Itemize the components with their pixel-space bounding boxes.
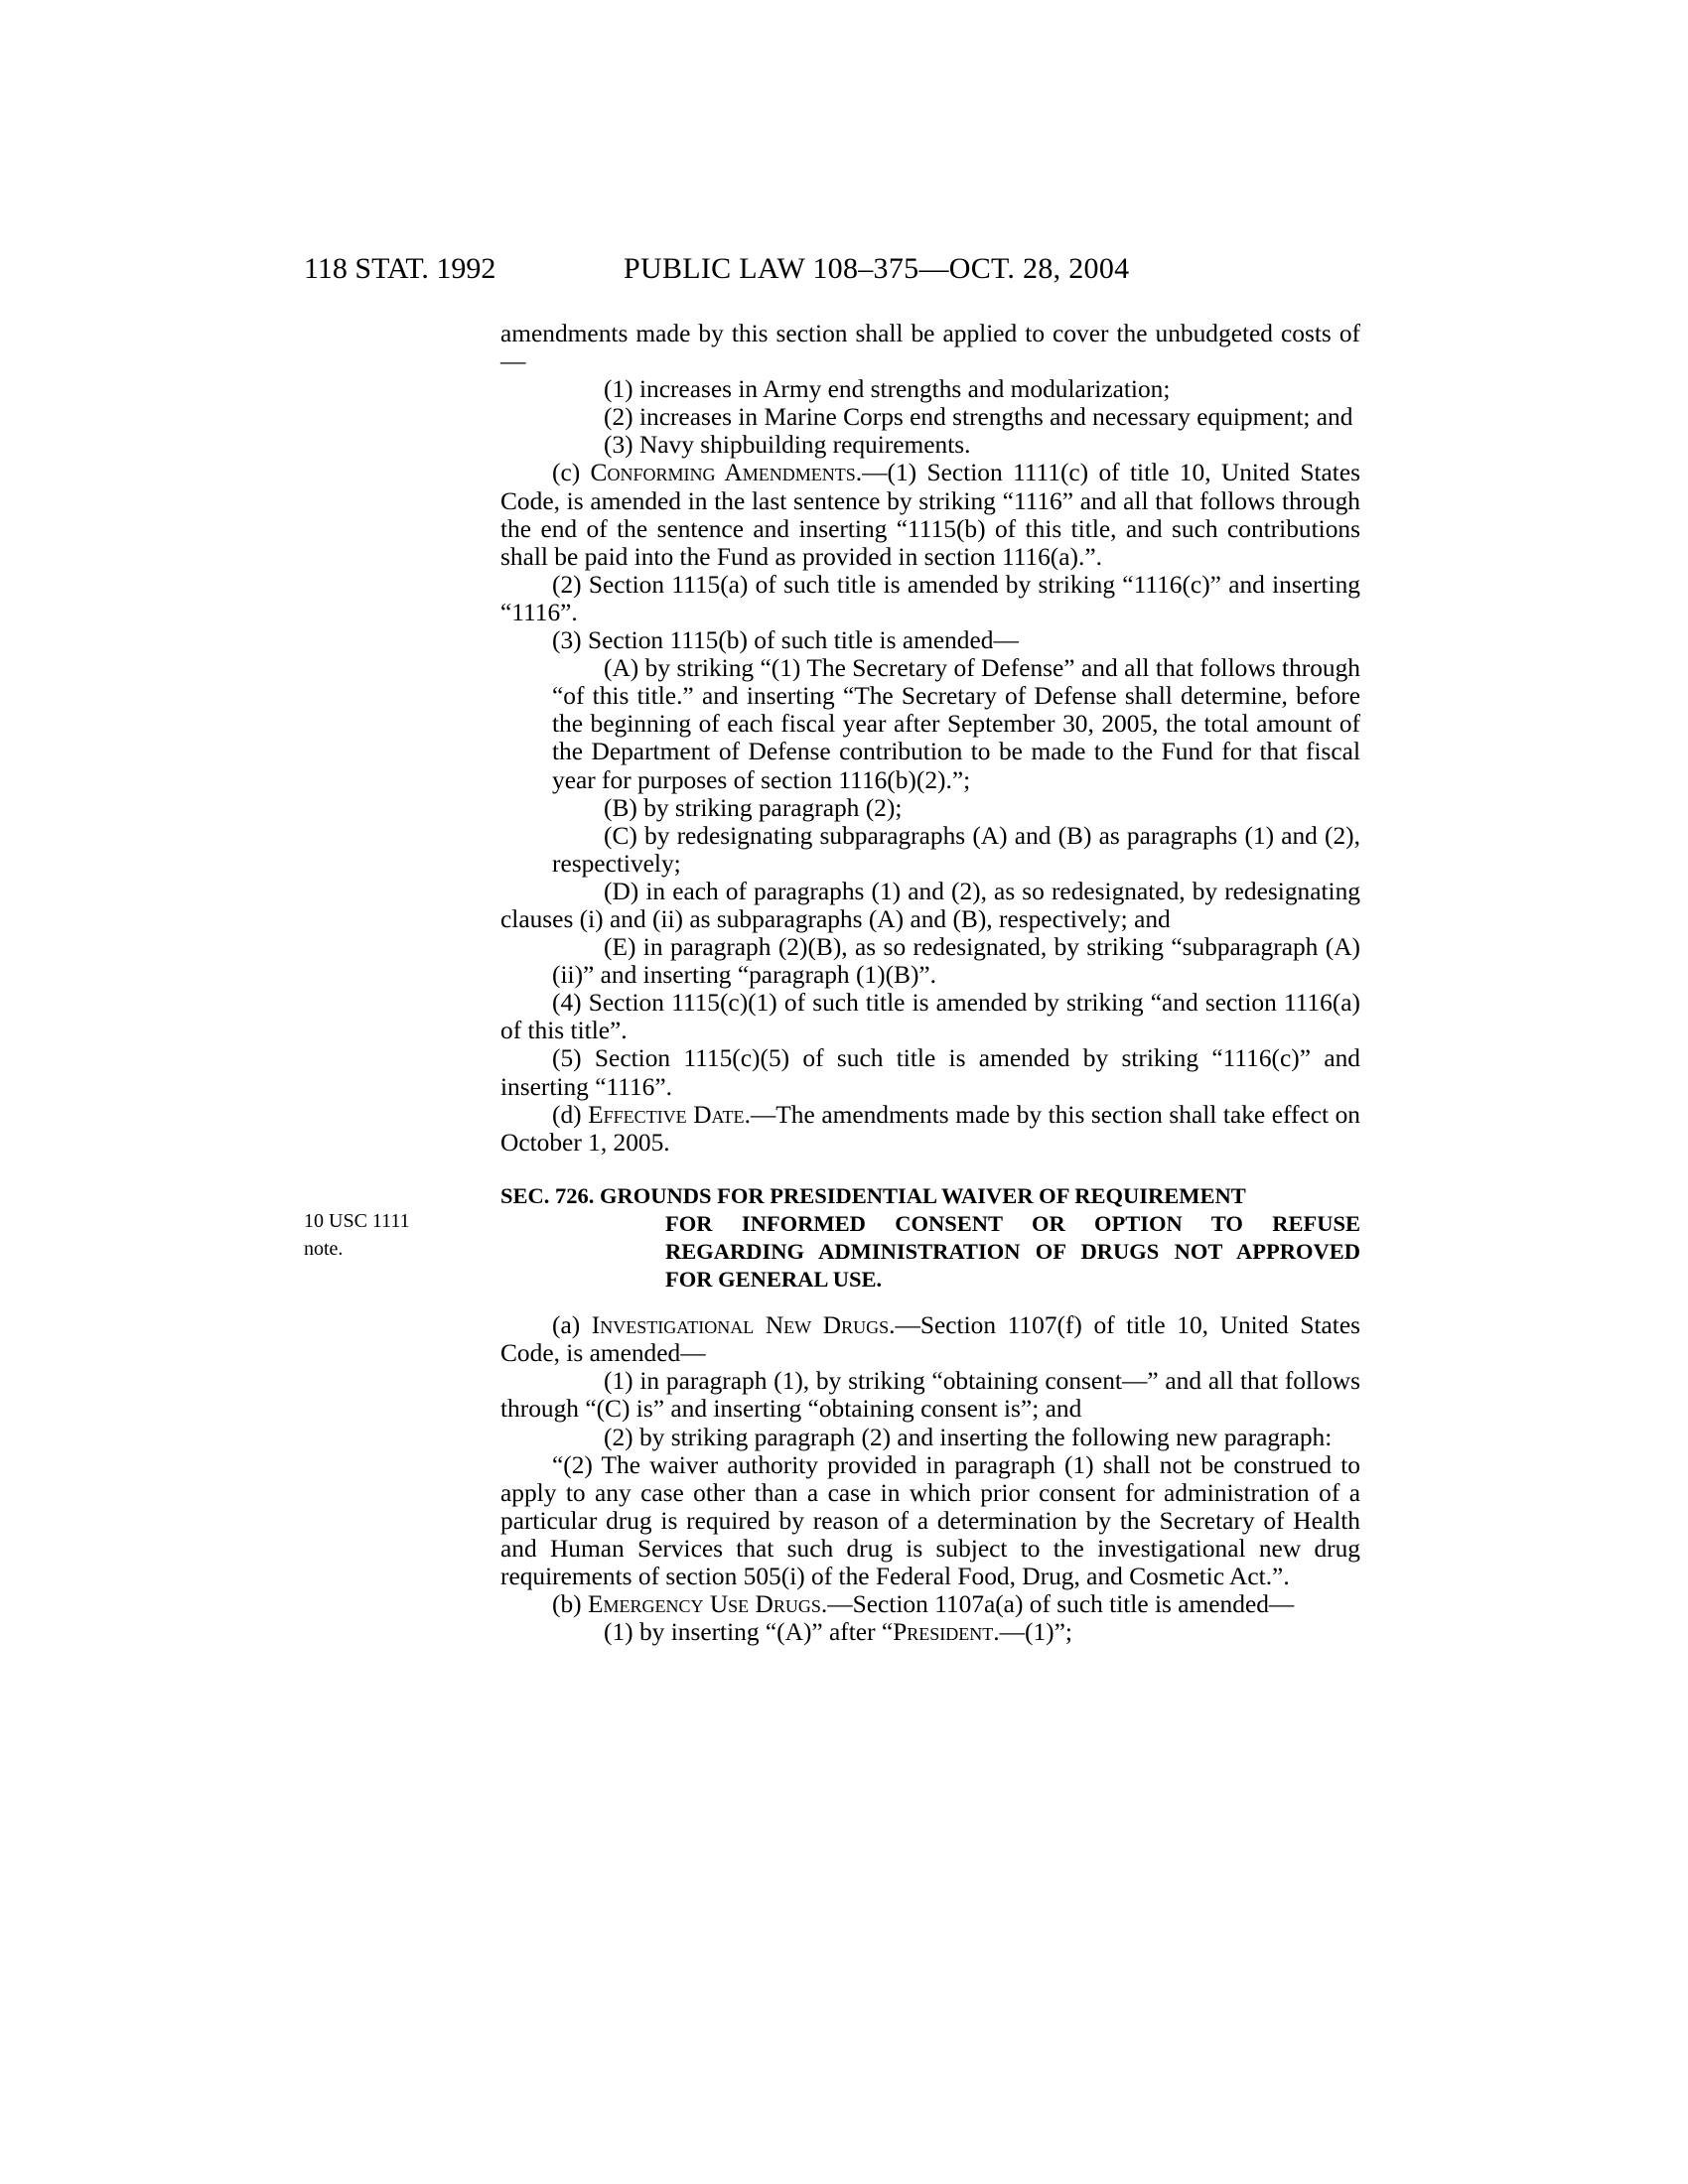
list-item-2: (2) increases in Marine Corps end strengths and necessary equipment; and [604, 403, 1353, 432]
subparagraph-e: (E) in paragraph (2)(B), as so redesignated, by striking “subparagraph (A)(ii)” and inserting “paragraph (1)(B)”. [552, 933, 1360, 990]
subparagraph-b: (B) by striking paragraph (2); [604, 793, 903, 822]
subsection-a-label: (a) [552, 1311, 592, 1340]
paragraph-c3: (3) Section 1115(b) of such title is amended— [552, 626, 1019, 655]
quoted-paragraph-2: “(2) The waiver authority provided in paragraph (1) shall not be construed to apply to any case other than a case in which prior consent for administration of a particular drug is required by reason of a determination by the Secretary of Health and Human Services that such drug is subject to the investigational new drug requirements of section 505(i) of the Federal Food, Drug, and Cosmetic Act.”. [500, 1450, 1360, 1591]
margin-note [304, 1207, 410, 1263]
subsection-a-text: .—Section 1107(f) of title 10, United States Code, is amended— [500, 1311, 1360, 1368]
paragraph-a2: (2) by striking paragraph (2) and inserting the following new paragraph: [604, 1423, 1333, 1451]
paragraph-b1-end: .—(1)”; [993, 1618, 1072, 1647]
subsection-c [500, 459, 1360, 570]
subsection-b-label: (b) [552, 1590, 588, 1619]
subsection-c-label: (c) [552, 459, 591, 487]
document-body [500, 320, 1360, 1646]
margin-note-suffix: note. [304, 1238, 344, 1260]
public-law-title: PUBLIC LAW 108–375—OCT. 28, 2004 [624, 252, 1130, 285]
paragraph-b1-smallcaps: President [893, 1618, 994, 1647]
list-item-1: (1) increases in Army end strengths and modularization; [604, 375, 1171, 404]
stat-page-number: 118 STAT. 1992 [304, 252, 496, 285]
section-heading-rest: FOR INFORMED CONSENT OR OPTION TO REFUSE REGARDING ADMINISTRATION OF DRUGS NOT APPROVED FOR GENERAL USE. [665, 1210, 1360, 1293]
subsection-c-heading: Conforming Amendments [590, 459, 856, 487]
section-726-heading [500, 1182, 1360, 1294]
subsection-d [500, 1101, 1360, 1157]
subsection-b-text: .—Section 1107a(a) of such title is amended— [820, 1590, 1295, 1619]
paragraph-c5: (5) Section 1115(c)(5) of such title is amended by striking “1116(c)” and inserting “1116”. [500, 1044, 1360, 1101]
paragraph-b1 [500, 1618, 1360, 1646]
subsection-b [500, 1590, 1360, 1618]
subsection-a-heading: Investigational New Drugs [591, 1311, 890, 1340]
subsection-b-heading: Emergency Use Drugs [587, 1590, 821, 1619]
subsection-c-text: .—(1) Section 1111(c) of title 10, United States Code, is amended in the last sentence by striking “1116” and all that follows through the end of the sentence and inserting “1115(b) of this title, and such contributions shall be paid into the Fund as provided in section 1116(a).”. [500, 459, 1361, 571]
subsection-d-heading: Effective Date [588, 1100, 745, 1129]
subparagraph-d: (D) in each of paragraphs (1) and (2), as so redesignated, by redesignating clauses (i) and (ii) as subparagraphs (A) and (B), respectively; and [500, 877, 1360, 933]
paragraph-intro: amendments made by this section shall be applied to cover the unbudgeted costs of— [500, 320, 1360, 376]
subsection-d-label: (d) [552, 1100, 589, 1129]
list-item-3: (3) Navy shipbuilding requirements. [604, 431, 971, 460]
paragraph-b1-start: (1) by inserting “(A)” after “ [604, 1618, 894, 1647]
subsection-a [500, 1311, 1360, 1367]
subparagraph-c: (C) by redesignating subparagraphs (A) and (B) as paragraphs (1) and (2), respectively; [552, 821, 1360, 878]
section-heading-line1: SEC. 726. GROUNDS FOR PRESIDENTIAL WAIVER OF REQUIREMENT [500, 1182, 1246, 1208]
running-header [0, 252, 1688, 292]
paragraph-a1: (1) in paragraph (1), by striking “obtaining consent—” and all that follows through “(C) is” and inserting “obtaining consent is”; and [500, 1367, 1360, 1424]
subsection-d-text: .—The amendments made by this section shall take effect on October 1, 2005. [500, 1100, 1360, 1157]
paragraph-c4: (4) Section 1115(c)(1) of such title is amended by striking “and section 1116(a) of this title”. [500, 989, 1360, 1045]
subparagraph-a: (A) by striking “(1) The Secretary of Defense” and all that follows through “of this title.” and inserting “The Secretary of Defense shall determine, before the beginning of each fiscal year after September 30, 2005, the total amount of the Department of Defense contribution to be made to the Fund for that fiscal year for purposes of section 1116(b)(2).”; [552, 654, 1360, 794]
paragraph-c2: (2) Section 1115(a) of such title is amended by striking “1116(c)” and inserting “1116”. [500, 570, 1360, 626]
margin-note-citation: 10 USC 1111 [304, 1210, 410, 1232]
